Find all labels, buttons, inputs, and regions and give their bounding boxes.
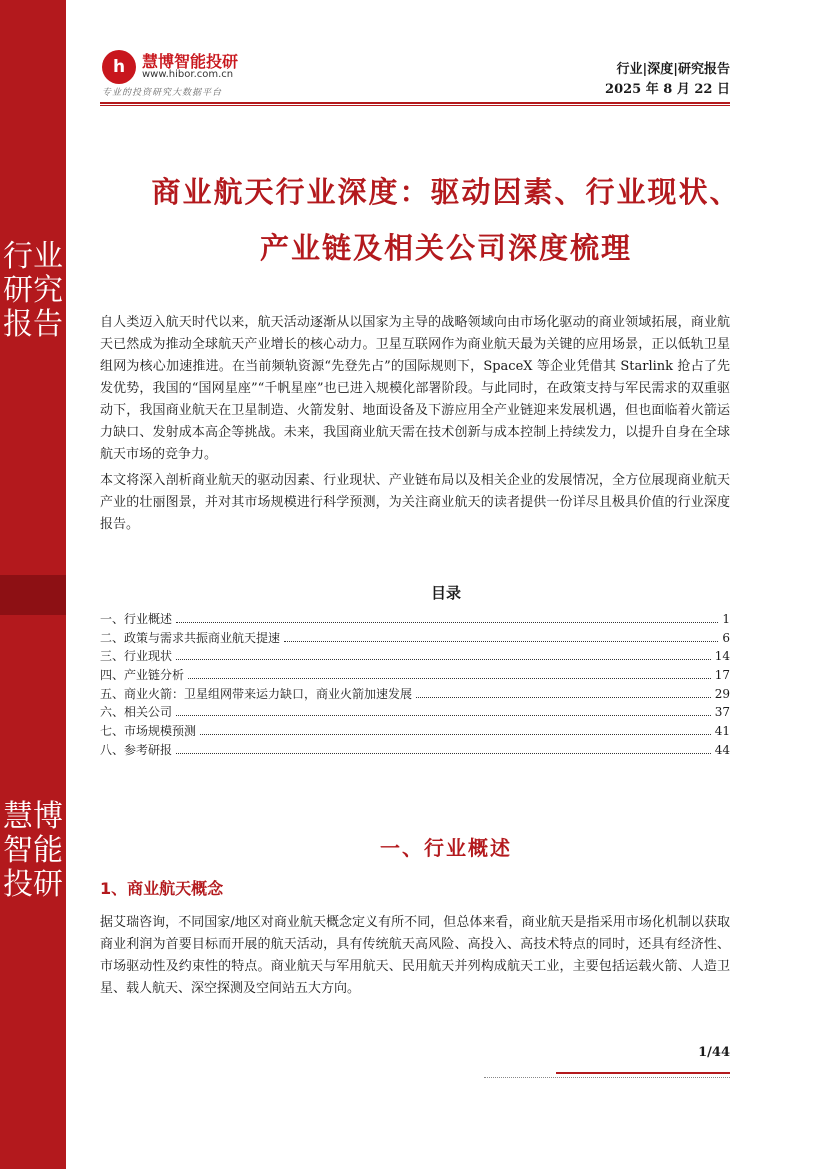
sidebar-report-type-label: 行业研究报告: [3, 239, 63, 342]
header-meta: [605, 60, 730, 100]
toc-leader-dots: [176, 753, 711, 754]
toc-item-page: 6: [722, 630, 730, 645]
report-date: 2025 年 8 月 22 日: [605, 82, 730, 97]
toc-item-label: 四、产业链分析: [100, 668, 185, 683]
toc-item[interactable]: [100, 703, 730, 722]
toc-item-label: 六、相关公司: [100, 705, 173, 720]
toc-leader-dots: [188, 678, 711, 679]
logo-slogan: 专业的投资研究大数据平台: [102, 88, 223, 98]
toc-item-label: 七、市场规模预测: [100, 724, 197, 739]
toc-leader-dots: [200, 734, 711, 735]
toc-item-label: 二、政策与需求共振商业航天提速: [100, 630, 281, 645]
header-divider: [100, 102, 730, 104]
header-divider-thin: [100, 105, 730, 106]
toc-leader-dots: [176, 715, 711, 716]
toc-item[interactable]: [100, 722, 730, 741]
toc-item-page: 14: [714, 649, 730, 664]
table-of-contents: [100, 610, 730, 760]
toc-item[interactable]: [100, 647, 730, 666]
report-title-line-1: 商业航天行业深度：驱动因素、行业现状、: [151, 175, 741, 209]
toc-leader-dots: [416, 697, 711, 698]
toc-item-page: 1: [722, 612, 730, 626]
report-category: 行业|深度|研究报告: [616, 62, 730, 77]
brand-logo: [102, 48, 262, 98]
toc-item-label: 三、行业现状: [100, 649, 173, 664]
toc-item[interactable]: [100, 629, 730, 648]
section-body-paragraph: 据艾瑞咨询，不同国家/地区对商业航天概念定义有所不同，但总体来看，商业航天是指采用市场化机制以获取商业利润为首要目标而开展的航天活动，具有传统航天高风险、高投入、高技术特点的同时，还具有经济性、市场驱动性及约束性的特点。商业航天与军用航天、民用航天并列构成航天工业，主要包括运载火箭、人造卫星、载人航天、深空探测及空间站五大方向。: [100, 915, 730, 996]
footer-divider: [556, 1072, 730, 1074]
toc-item-label: 五、商业火箭：卫星组网带来运力缺口，商业火箭加速发展: [100, 686, 413, 701]
toc-item[interactable]: [100, 666, 730, 685]
intro-paragraph-1: 自人类迈入航天时代以来，航天活动逐渐从以国家为主导的战略领域向由市场化驱动的商业领域拓展，商业航天已然成为推动全球航天产业增长的核心动力。卫星互联网作为商业航天最为关键的应用场景，正以低轨卫星组网为核心加速推进。在当前频轨资源“先登先占”的国际规则下，SpaceX 等企业凭借其 Starlink 抢占了先发优势，我国的“国网星座”“千帆星座”也已进入规模化部署阶段。与此同时，在政策支持与军民需求的双重驱动下，我国商业航天在卫星制造、火箭发射、地面设备及下游应用全产业链迎来发展机遇，但也面临着火箭运力缺口、发射成本高企等挑战。未来，我国商业航天需在技术创新与成本控制上持续发力，以提升自身在全球航天市场的竞争力。: [100, 315, 730, 462]
toc-item-page: 29: [714, 686, 730, 701]
logo-name: 慧博智能投研: [142, 52, 239, 71]
toc-item[interactable]: [100, 610, 730, 629]
toc-item-page: 44: [714, 742, 730, 757]
section-subheading: 1、商业航天概念: [100, 879, 224, 898]
toc-item-page: 37: [714, 705, 730, 720]
toc-leader-dots: [176, 659, 711, 660]
toc-item[interactable]: [100, 685, 730, 704]
section-heading: 一、行业概述: [380, 836, 512, 860]
footer-dotted-line: [484, 1077, 730, 1078]
sidebar-brand-label: 慧博智能投研: [3, 799, 63, 902]
toc-item[interactable]: [100, 741, 730, 760]
toc-item-label: 一、行业概述: [100, 612, 173, 626]
sidebar: [0, 0, 66, 1169]
toc-leader-dots: [176, 622, 718, 623]
page-number: 1/44: [698, 1045, 730, 1060]
toc-leader-dots: [284, 641, 718, 642]
report-title-line-2: 产业链及相关公司深度梳理: [259, 231, 632, 265]
intro-paragraph-2: 本文将深入剖析商业航天的驱动因素、行业现状、产业链布局以及相关企业的发展情况，全方位展现商业航天产业的壮丽图景，并对其市场规模进行科学预测，为关注商业航天的读者提供一份详尽且极具价值的行业深度报告。: [100, 473, 730, 532]
logo-url: www.hibor.com.cn: [142, 69, 234, 80]
toc-item-label: 八、参考研报: [100, 742, 173, 757]
logo-mark-icon: h: [102, 50, 136, 84]
toc-title: 目录: [430, 584, 461, 602]
toc-item-page: 17: [714, 668, 730, 683]
sidebar-band: [0, 575, 66, 615]
toc-item-page: 41: [714, 724, 730, 739]
